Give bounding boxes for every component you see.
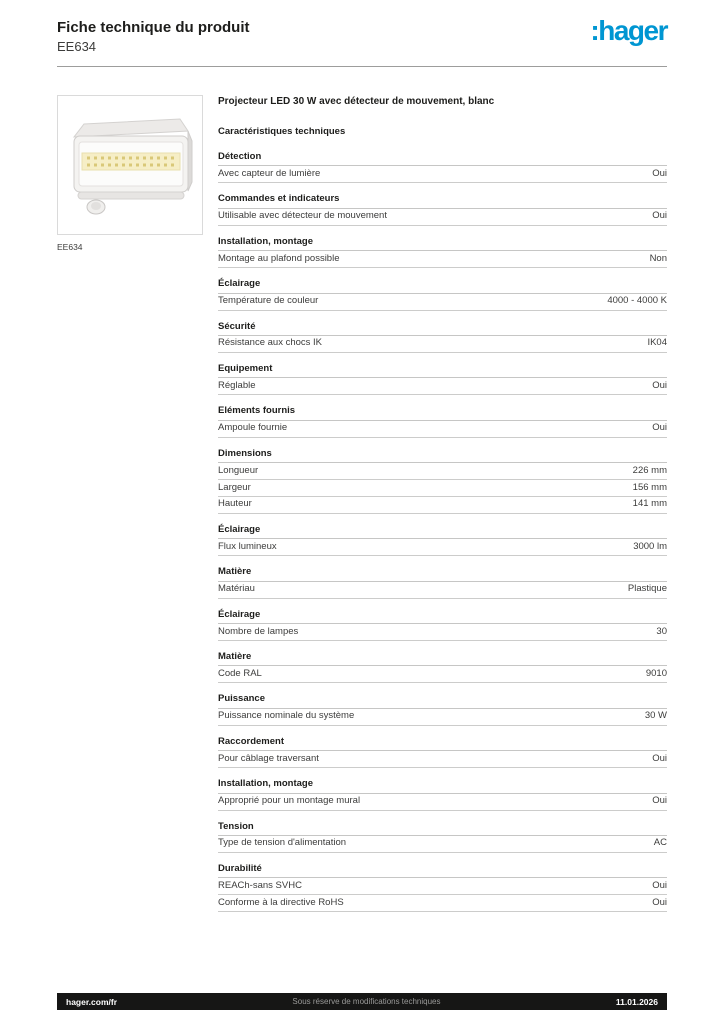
spec-row — [218, 895, 667, 912]
spec-label: Largeur — [218, 481, 251, 493]
spec-section — [218, 192, 667, 225]
spec-label: REACh-sans SVHC — [218, 879, 302, 891]
page-footer — [57, 993, 667, 1010]
spec-section — [218, 523, 667, 556]
spec-value: Non — [649, 252, 667, 264]
spec-section — [218, 277, 667, 310]
spec-row — [218, 624, 667, 641]
spec-row — [218, 751, 667, 768]
spec-label: Réglable — [218, 379, 256, 391]
spec-label: Résistance aux chocs IK — [218, 337, 323, 349]
spec-section — [218, 235, 667, 268]
spec-section — [218, 608, 667, 641]
spec-value: Oui — [652, 795, 667, 807]
spec-section-title: Puissance — [218, 692, 667, 708]
footer-disclaimer: Sous réserve de modifications techniques — [292, 997, 441, 1006]
spec-value: 4000 - 4000 K — [607, 295, 667, 307]
hager-logo: :hager — [590, 15, 667, 46]
spec-label: Type de tension d'alimentation — [218, 837, 347, 849]
spec-label: Pour câblage traversant — [218, 752, 319, 764]
product-photo-floodlight-icon — [58, 96, 202, 234]
spec-value: 3000 lm — [633, 540, 667, 552]
specs-column — [218, 95, 667, 921]
spec-section-title: Éclairage — [218, 523, 667, 539]
spec-value: 30 — [656, 625, 667, 637]
spec-row — [218, 582, 667, 599]
spec-label: Puissance nominale du système — [218, 710, 355, 722]
spec-label: Montage au plafond possible — [218, 252, 340, 264]
spec-section-title: Installation, montage — [218, 777, 667, 793]
spec-section-title: Détection — [218, 150, 667, 166]
spec-row — [218, 878, 667, 895]
spec-section-title: Commandes et indicateurs — [218, 192, 667, 208]
specs-sections — [218, 150, 667, 912]
document-title: Fiche technique du produit — [57, 19, 250, 36]
product-image-caption: EE634 — [57, 242, 83, 252]
footer-website-link[interactable]: hager.com/fr — [66, 996, 118, 1007]
spec-row — [218, 166, 667, 183]
spec-row — [218, 336, 667, 353]
spec-row — [218, 539, 667, 556]
spec-section — [218, 447, 667, 514]
spec-value: Plastique — [627, 583, 667, 595]
spec-row — [218, 294, 667, 311]
spec-section-title: Raccordement — [218, 735, 667, 751]
spec-label: Flux lumineux — [218, 540, 277, 552]
spec-section-title: Sécurité — [218, 320, 667, 336]
spec-section-title: Dimensions — [218, 447, 667, 463]
spec-value: 9010 — [645, 667, 667, 679]
specs-heading: Caractéristiques techniques — [218, 126, 346, 137]
content-area — [57, 95, 667, 921]
spec-label: Code RAL — [218, 667, 262, 679]
spec-section-title: Installation, montage — [218, 235, 667, 251]
spec-section-title: Tension — [218, 820, 667, 836]
product-image-column — [57, 95, 203, 921]
spec-section-title: Eléments fournis — [218, 404, 667, 420]
spec-label: Conforme à la directive RoHS — [218, 896, 344, 908]
spec-section — [218, 150, 667, 183]
spec-value: IK04 — [647, 337, 667, 349]
spec-value: Oui — [652, 422, 667, 434]
spec-value: 156 mm — [632, 481, 667, 493]
spec-label: Nombre de lampes — [218, 625, 299, 637]
spec-section — [218, 862, 667, 912]
spec-section-title: Matière — [218, 565, 667, 581]
product-name: Projecteur LED 30 W avec détecteur de mouvement, blanc — [218, 96, 495, 107]
spec-section — [218, 320, 667, 353]
spec-label: Approprié pour un montage mural — [218, 795, 361, 807]
spec-value: Oui — [652, 210, 667, 222]
spec-section — [218, 777, 667, 810]
spec-label: Utilisable avec détecteur de mouvement — [218, 210, 387, 222]
spec-section — [218, 362, 667, 395]
product-reference: EE634 — [57, 39, 97, 54]
page-header — [57, 15, 667, 54]
spec-section-title: Equipement — [218, 362, 667, 378]
spec-section-title: Éclairage — [218, 608, 667, 624]
header-divider — [57, 66, 667, 67]
spec-label: Avec capteur de lumière — [218, 167, 321, 179]
spec-row — [218, 666, 667, 683]
spec-value: 226 mm — [632, 464, 667, 476]
spec-value: Oui — [652, 167, 667, 179]
spec-value: Oui — [652, 379, 667, 391]
spec-label: Matériau — [218, 583, 255, 595]
spec-row — [218, 421, 667, 438]
spec-value: Oui — [652, 879, 667, 891]
spec-section — [218, 820, 667, 853]
spec-row — [218, 794, 667, 811]
spec-section — [218, 565, 667, 598]
spec-row — [218, 497, 667, 514]
spec-section — [218, 692, 667, 725]
spec-label: Hauteur — [218, 498, 252, 510]
spec-value: 141 mm — [632, 498, 667, 510]
spec-row — [218, 836, 667, 853]
spec-section-title: Durabilité — [218, 862, 667, 878]
spec-row — [218, 463, 667, 480]
spec-section-title: Matière — [218, 650, 667, 666]
spec-section — [218, 404, 667, 437]
spec-value: Oui — [652, 896, 667, 908]
spec-label: Température de couleur — [218, 295, 319, 307]
spec-section — [218, 650, 667, 683]
spec-value: Oui — [652, 752, 667, 764]
spec-value: 30 W — [644, 710, 667, 722]
spec-row — [218, 480, 667, 497]
spec-row — [218, 709, 667, 726]
spec-row — [218, 378, 667, 395]
spec-label: Ampoule fournie — [218, 422, 288, 434]
spec-row — [218, 209, 667, 226]
product-image-frame — [57, 95, 203, 235]
spec-row — [218, 251, 667, 268]
spec-section-title: Éclairage — [218, 277, 667, 293]
spec-section — [218, 735, 667, 768]
spec-label: Longueur — [218, 464, 259, 476]
footer-date: 11.01.2026 — [615, 996, 658, 1007]
spec-value: AC — [653, 837, 667, 849]
